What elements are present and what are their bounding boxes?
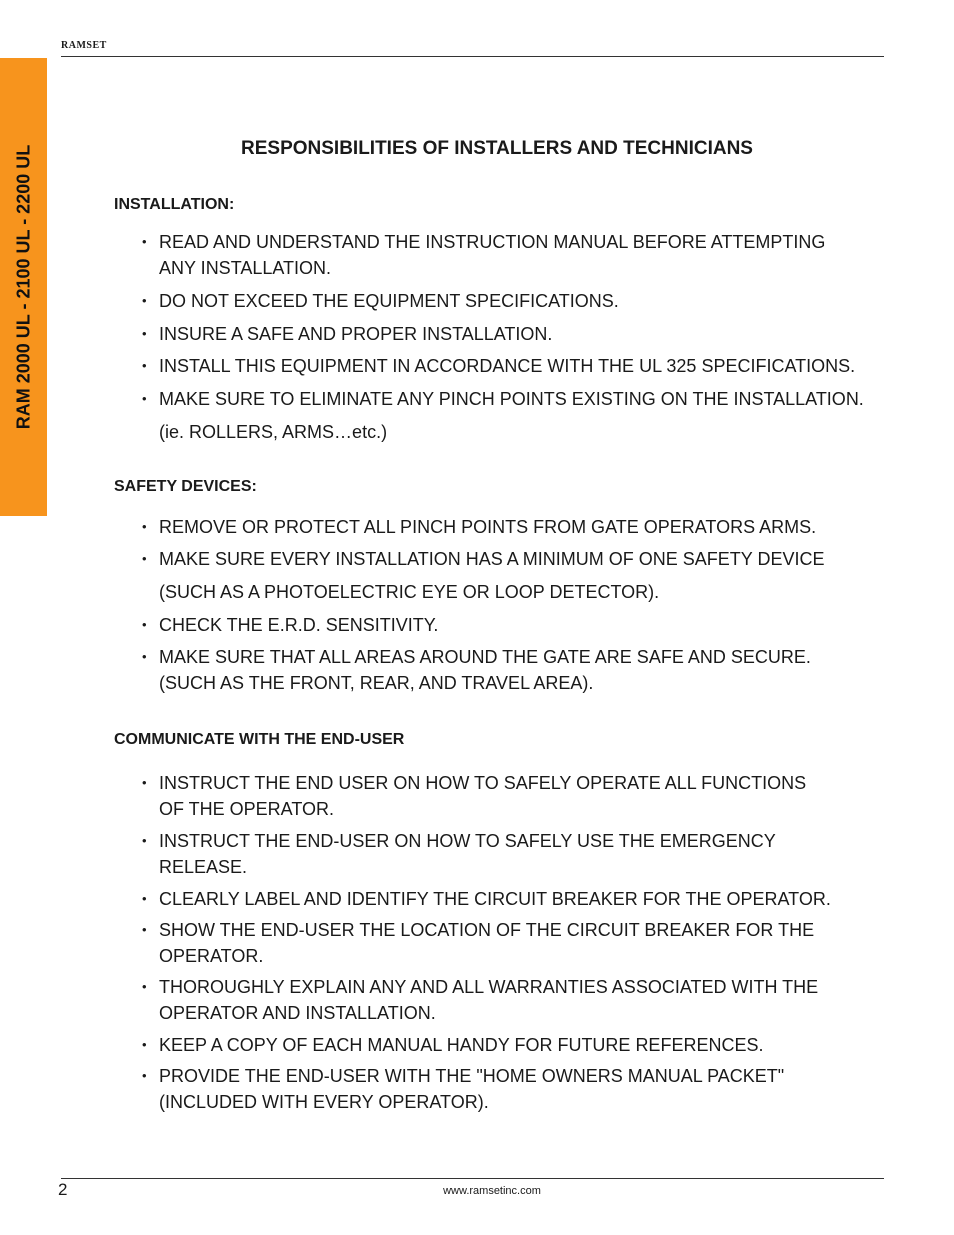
list-item: • DO NOT EXCEED THE EQUIPMENT SPECIFICATIONS. <box>142 288 619 314</box>
side-tab-label: RAM 2000 UL - 2100 UL - 2200 UL <box>13 144 33 430</box>
bullet-icon: • <box>142 519 147 534</box>
bullet-icon: • <box>142 234 147 249</box>
list-item: • INSURE A SAFE AND PROPER INSTALLATION. <box>142 321 552 347</box>
list-item: • INSTRUCT THE END-USER ON HOW TO SAFELY USE THE EMERGENCY RELEASE. <box>142 828 776 880</box>
list-item: • SHOW THE END-USER THE LOCATION OF THE CIRCUIT BREAKER FOR THE OPERATOR. <box>142 917 814 969</box>
bullet-icon: • <box>142 1037 147 1052</box>
bullet-icon: • <box>142 891 147 906</box>
list-item: • MAKE SURE THAT ALL AREAS AROUND THE GATE ARE SAFE AND SECURE. (SUCH AS THE FRONT, REAR, AND TRAVEL AREA). <box>142 644 811 696</box>
list-item: • MAKE SURE EVERY INSTALLATION HAS A MINIMUM OF ONE SAFETY DEVICE <box>142 546 824 572</box>
bullet-icon: • <box>142 293 147 308</box>
section-heading-safety: SAFETY DEVICES: <box>114 478 257 495</box>
list-item: • REMOVE OR PROTECT ALL PINCH POINTS FROM GATE OPERATORS ARMS. <box>142 514 816 540</box>
list-item: • PROVIDE THE END-USER WITH THE "HOME OWNERS MANUAL PACKET" (INCLUDED WITH EVERY OPERATOR). <box>142 1063 784 1115</box>
safety-note: (SUCH AS A PHOTOELECTRIC EYE OR LOOP DETECTOR). <box>159 582 660 602</box>
list-item: • MAKE SURE TO ELIMINATE ANY PINCH POINTS EXISTING ON THE INSTALLATION. <box>142 386 864 412</box>
bullet-icon: • <box>142 649 147 664</box>
list-item: • INSTRUCT THE END USER ON HOW TO SAFELY OPERATE ALL FUNCTIONS OF THE OPERATOR. <box>142 770 806 822</box>
header-rule <box>61 56 884 57</box>
page-number: 2 <box>58 1180 68 1199</box>
brand-name: RAMSET <box>61 40 107 51</box>
list-item: • INSTALL THIS EQUIPMENT IN ACCORDANCE WITH THE UL 325 SPECIFICATIONS. <box>142 353 855 379</box>
side-tab <box>0 58 47 516</box>
list-item: • KEEP A COPY OF EACH MANUAL HANDY FOR FUTURE REFERENCES. <box>142 1032 763 1058</box>
installation-note: (ie. ROLLERS, ARMS…etc.) <box>159 422 388 442</box>
bullet-icon: • <box>142 358 147 373</box>
footer-url: www.ramsetinc.com <box>443 1185 541 1197</box>
list-item: • THOROUGHLY EXPLAIN ANY AND ALL WARRANTIES ASSOCIATED WITH THE OPERATOR AND INSTALLATION. <box>142 974 818 1026</box>
bullet-icon: • <box>142 617 147 632</box>
bullet-icon: • <box>142 391 147 406</box>
list-item: • READ AND UNDERSTAND THE INSTRUCTION MANUAL BEFORE ATTEMPTING ANY INSTALLATION. <box>142 229 825 281</box>
footer-rule <box>61 1178 884 1179</box>
bullet-icon: • <box>142 922 147 937</box>
bullet-icon: • <box>142 326 147 341</box>
section-heading-installation: INSTALLATION: <box>114 196 235 213</box>
bullet-icon: • <box>142 551 147 566</box>
page-title: RESPONSIBILITIES OF INSTALLERS AND TECHNICIANS <box>241 138 753 159</box>
section-heading-communicate: COMMUNICATE WITH THE END-USER <box>114 731 405 748</box>
bullet-icon: • <box>142 979 147 994</box>
list-item: • CHECK THE E.R.D. SENSITIVITY. <box>142 612 438 638</box>
bullet-icon: • <box>142 833 147 848</box>
list-item: • CLEARLY LABEL AND IDENTIFY THE CIRCUIT BREAKER FOR THE OPERATOR. <box>142 886 831 912</box>
bullet-icon: • <box>142 1068 147 1083</box>
bullet-icon: • <box>142 775 147 790</box>
